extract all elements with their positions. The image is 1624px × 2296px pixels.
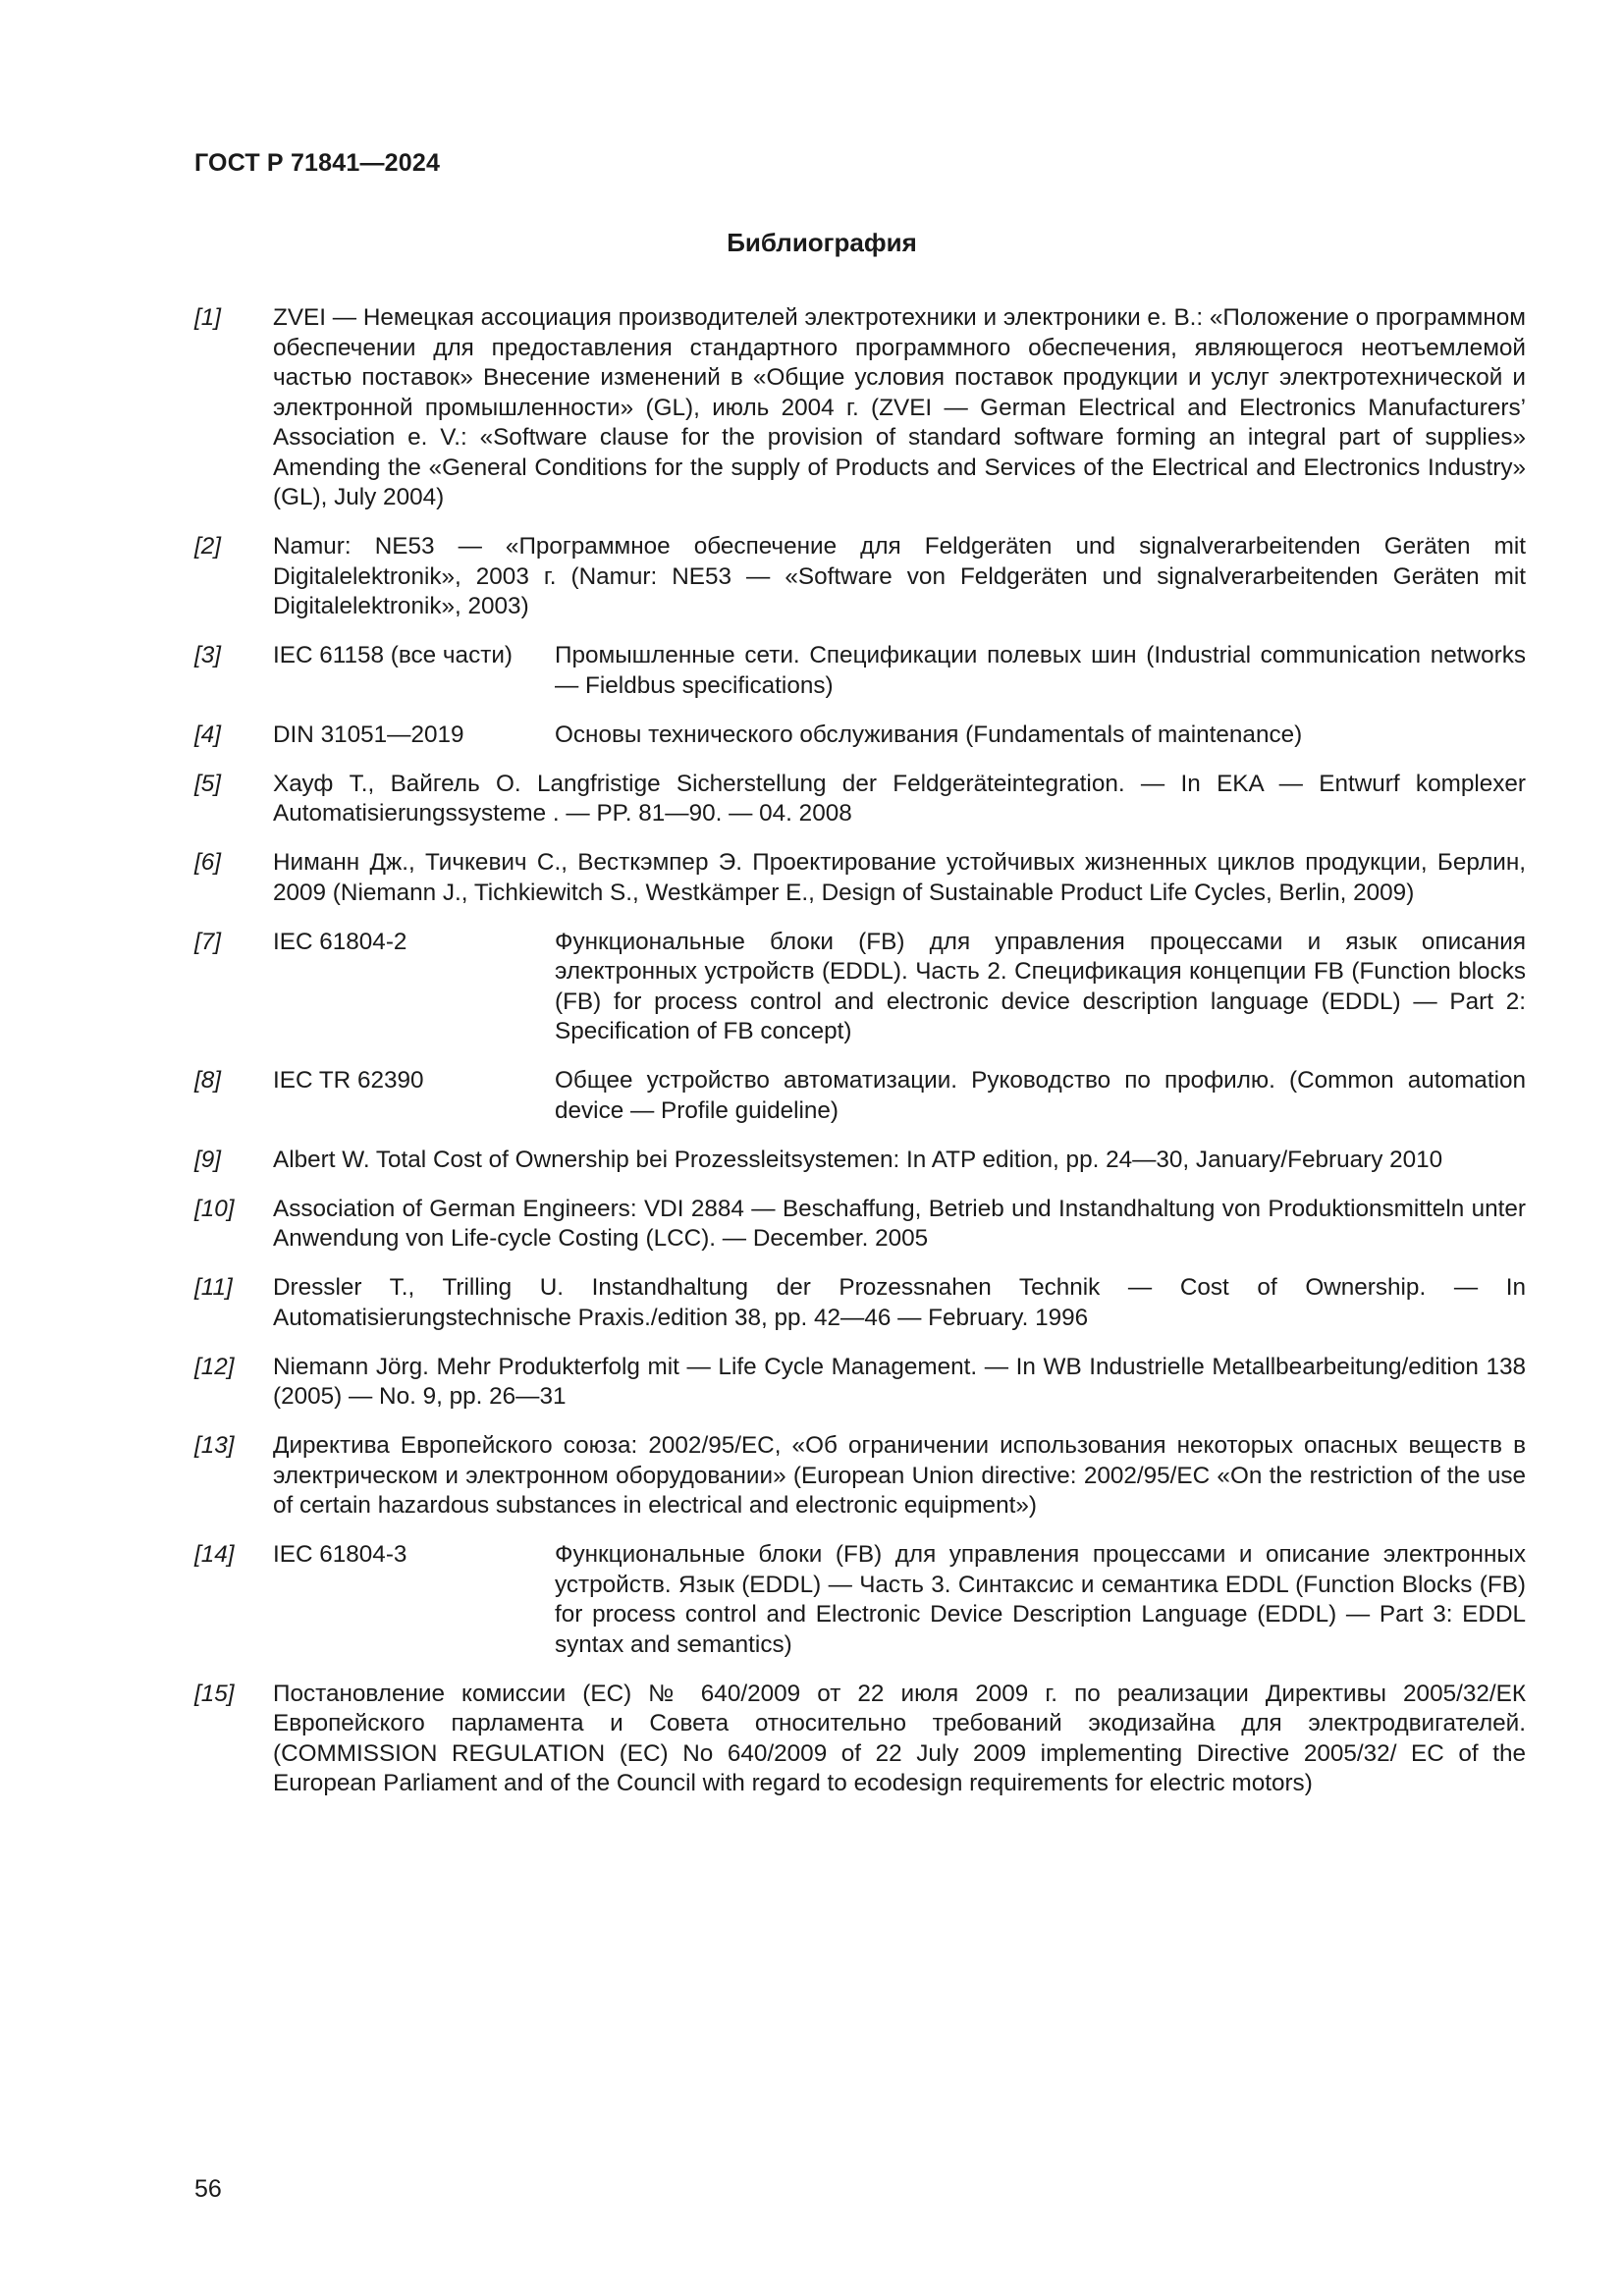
document-id: ГОСТ Р 71841—2024 [194, 149, 441, 177]
section-title: Библиография [727, 228, 917, 257]
bibliography-entry-4 [194, 721, 1526, 751]
entry-number: [4] [194, 721, 222, 748]
bibliography-entry-5 [194, 770, 1526, 829]
bibliography-entry-7 [194, 928, 1526, 1047]
entry-number: [11] [194, 1274, 233, 1301]
bibliography-entry-6 [194, 848, 1526, 908]
bibliography-entry-15 [194, 1680, 1526, 1799]
entry-standard-code: IEC TR 62390 [273, 1067, 424, 1094]
entry-text: Промышленные сети. Спецификации полевых шин (Industrial communication networks — Fieldbus specifications) [555, 642, 1526, 699]
entry-text: Namur: NE53 — «Программное обеспечение для Feldgeräten und signalverarbeitenden Geräten mit Digitalelektronik», 2003 г. (Namur: NE53 — «Software von Feldgeräten und signalverarbeitenden Geräten mit Digitalelektronik», 2003) [273, 533, 1526, 619]
bibliography-entry-1 [194, 303, 1526, 513]
entry-text: Association of German Engineers: VDI 2884 — Beschaffung, Betrieb und Instandhaltung von Produktionsmitteln unter Anwendung von Life-cycle Costing (LCC). — December. 2005 [273, 1195, 1526, 1252]
entry-number: [12] [194, 1353, 235, 1380]
entry-standard-code: IEC 61804-3 [273, 1541, 407, 1568]
bibliography-entry-9 [194, 1146, 1526, 1176]
entry-number: [6] [194, 849, 222, 876]
bibliography-list [194, 303, 1526, 1818]
entry-text: Функциональные блоки (FB) для управления процессами и описание электронных устройств. Язык (EDDL) — Часть 3. Синтаксис и семантика EDDL (Function Blocks (FB) for process control and Electronic Device Description Language (EDDL) — Part 3: EDDL syntax and semantics) [555, 1541, 1526, 1658]
entry-number: [10] [194, 1195, 235, 1222]
bibliography-entry-10 [194, 1195, 1526, 1255]
bibliography-entry-11 [194, 1273, 1526, 1333]
entry-text: Директива Европейского союза: 2002/95/ЕС, «Об ограничении использования некоторых опасных веществ в электрическом и электронном оборудовании» (European Union directive: 2002/95/EC «On the restriction of the use of certain hazardous substances in electrical and electronic equipment») [273, 1432, 1526, 1519]
entry-text: Ниманн Дж., Тичкевич С., Весткэмпер Э. Проектирование устойчивых жизненных циклов продукции, Берлин, 2009 (Niemann J., Tichkiewitch S., Westkämper E., Design of Sustainable Product Life Cycles, Berlin, 2009) [273, 849, 1526, 906]
entry-text: Общее устройство автоматизации. Руководство по профилю. (Common automation device — Profile guideline) [555, 1067, 1526, 1124]
entry-number: [5] [194, 770, 222, 797]
bibliography-entry-12 [194, 1353, 1526, 1413]
entry-number: [2] [194, 533, 222, 560]
entry-text: Albert W. Total Cost of Ownership bei Prozessleitsystemen: In ATP edition, pp. 24—30, January/February 2010 [273, 1146, 1443, 1173]
entry-number: [8] [194, 1067, 222, 1094]
entry-standard-code: IEC 61804-2 [273, 928, 407, 955]
page-number: 56 [194, 2175, 222, 2203]
entry-number: [7] [194, 928, 222, 955]
entry-text: Функциональные блоки (FB) для управления процессами и язык описания электронных устройств (EDDL). Часть 2. Спецификация концепции FB (Function blocks (FB) for process control and electronic device description language (EDDL) — Part 2: Specification of FB concept) [555, 928, 1526, 1044]
bibliography-entry-8 [194, 1066, 1526, 1126]
entry-text: Хауф Т., Вайгель О. Langfristige Sicherstellung der Feldgeräteintegration. — In EKA — Entwurf komplexer Automatisierungssysteme . — PP. 81—90. — 04. 2008 [273, 770, 1526, 827]
bibliography-entry-2 [194, 532, 1526, 622]
entry-number: [1] [194, 304, 222, 331]
entry-standard-code: DIN 31051—2019 [273, 721, 464, 748]
entry-number: [3] [194, 642, 222, 668]
entry-number: [14] [194, 1541, 235, 1568]
entry-text: Dressler T., Trilling U. Instandhaltung der Prozessnahen Technik — Cost of Ownership. — In Automatisierungstechnische Praxis./edition 38, pp. 42—46 — February. 1996 [273, 1274, 1526, 1331]
entry-number: [9] [194, 1146, 222, 1173]
entry-number: [15] [194, 1680, 235, 1707]
bibliography-entry-3 [194, 641, 1526, 701]
entry-text: ZVEI — Немецкая ассоциация производителей электротехники и электроники е. В.: «Положение о программном обеспечении для предоставления стандартного программного обеспечения, являющегося неотъемлемой частью поставок» Внесение изменений в «Общие условия поставок продукции и услуг электротехнической и электронной промышленности» (GL), июль 2004 г. (ZVEI — German Electrical and Electronics Manufacturers’ Association e. V.: «Software clause for the provision of standard software forming an integral part of supplies» Amending the «General Conditions for the supply of Products and Services of the Electrical and Electronics Industry» (GL), July 2004) [273, 304, 1526, 510]
entry-text: Основы технического обслуживания (Fundamentals of maintenance) [555, 721, 1303, 748]
bibliography-entry-14 [194, 1540, 1526, 1660]
entry-standard-code: IEC 61158 (все части) [273, 642, 514, 668]
bibliography-entry-13 [194, 1431, 1526, 1522]
entry-text: Niemann Jörg. Mehr Produkterfolg mit — Life Cycle Management. — In WB Industrielle Metallbearbeitung/edition 138 (2005) — No. 9, pp. 26—31 [273, 1353, 1526, 1410]
entry-number: [13] [194, 1432, 235, 1459]
entry-text: Постановление комиссии (ЕС) № 640/2009 от 22 июля 2009 г. по реализации Директивы 2005/32/ЕК Европейского парламента и Совета относительно требований экодизайна для электродвигателей. (COMMISSION REGULATION (EC) No 640/2009 of 22 July 2009 implementing Directive 2005/32/ EC of the European Parliament and of the Council with regard to ecodesign requirements for electric motors) [273, 1680, 1526, 1796]
